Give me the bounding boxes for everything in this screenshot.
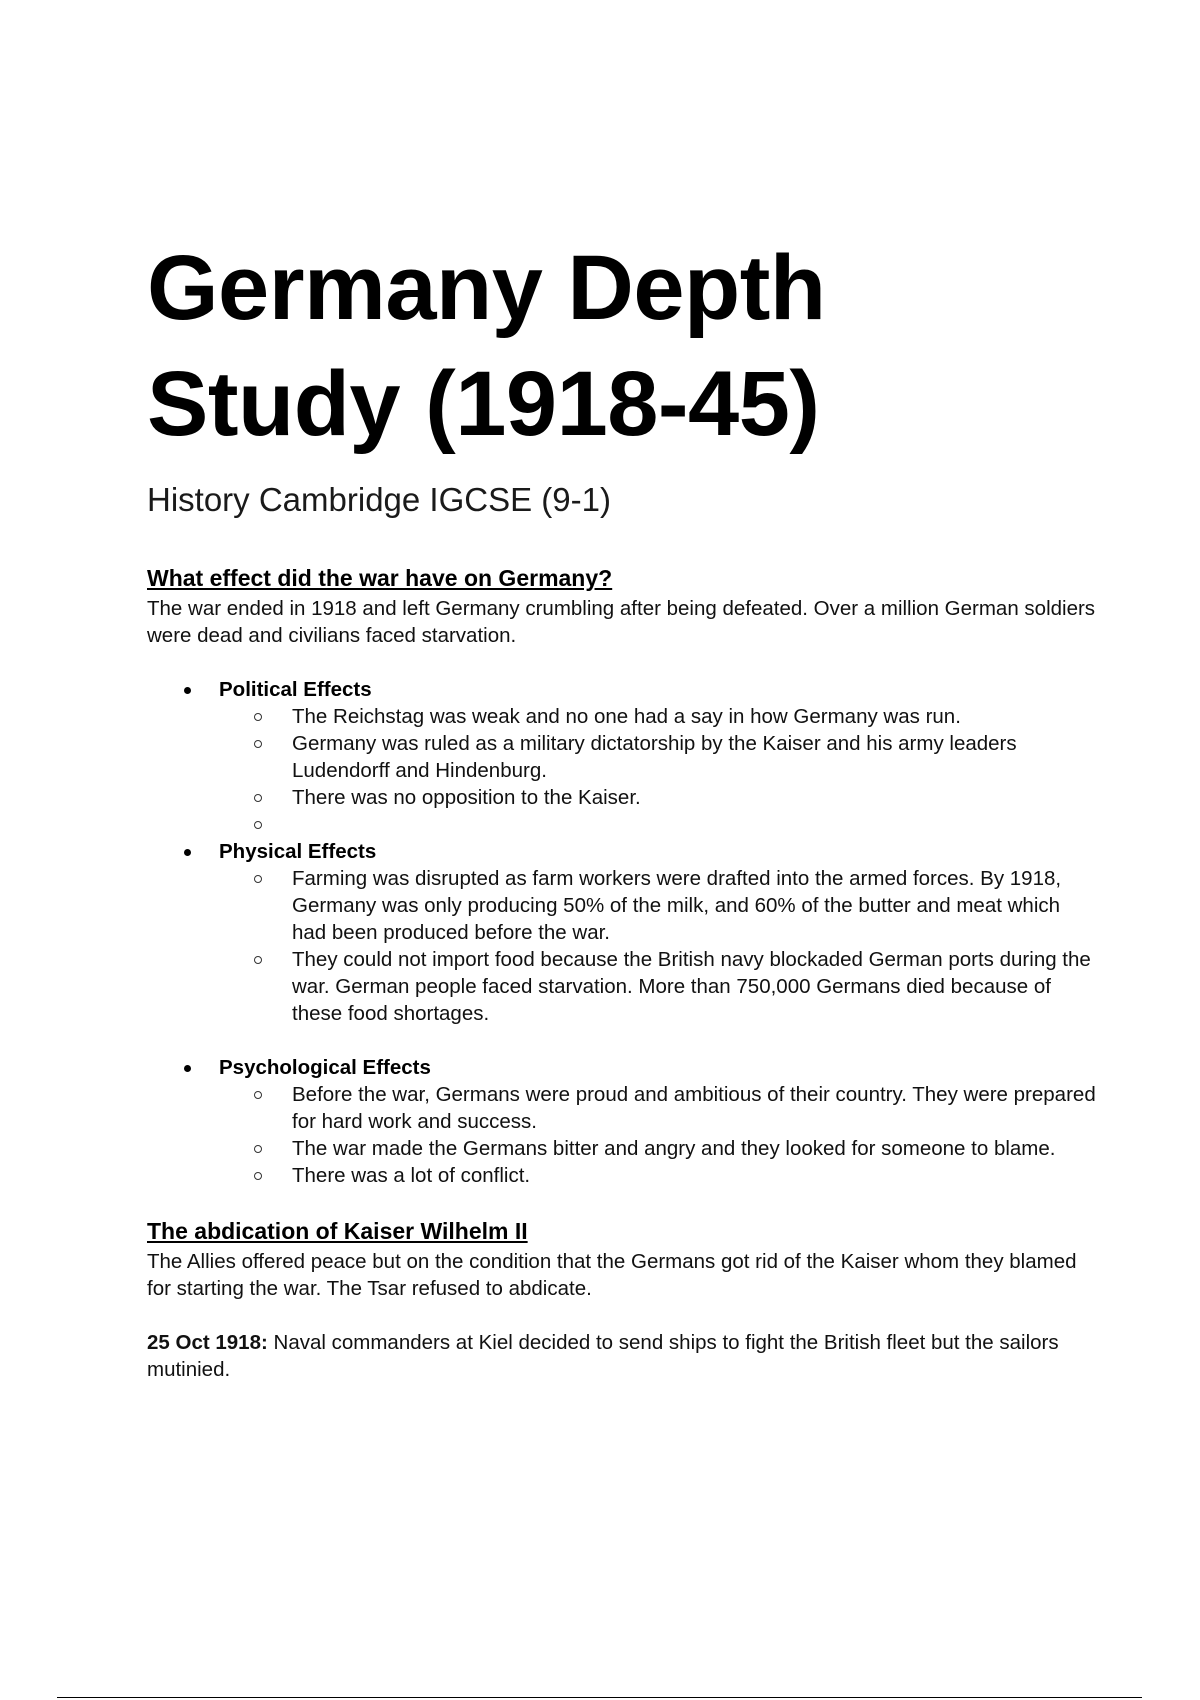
page-bottom-divider (57, 1697, 1142, 1698)
sub-list-item (219, 1135, 1097, 1162)
document-title (147, 230, 1097, 462)
section-intro-war-effects: The war ended in 1918 and left Germany crumbling after being defeated. Over a million German soldiers were dead and civilians faced starvation. (147, 597, 1096, 647)
sub-list (219, 1081, 1097, 1189)
sub-item-text: Before the war, Germans were proud and ambitious of their country. They were prepared for hard work and success. (292, 1083, 1096, 1133)
timeline-event (147, 1329, 1097, 1383)
sub-item-text: Germany was ruled as a military dictatorship by the Kaiser and his army leaders Ludendorff and Hindenburg. (292, 732, 1017, 782)
circle-bullet-icon (254, 1172, 262, 1180)
title-line-2: Study (1918-45) (147, 353, 820, 455)
sub-item-text: There was no opposition to the Kaiser. (292, 786, 641, 809)
sub-item-text: They could not import food because the British navy blockaded German ports during the war. German people faced starvation. More than 750,000 Germans died because of these food shortages. (292, 948, 1091, 1025)
effects-list (147, 676, 1097, 1189)
title-line-1: Germany Depth (147, 237, 826, 339)
bullet-label: Psychological Effects (219, 1056, 431, 1079)
circle-bullet-icon (254, 875, 262, 883)
sub-list-item (219, 730, 1097, 784)
event-date: 25 Oct 1918: (147, 1331, 268, 1354)
bullet-label: Political Effects (219, 678, 372, 701)
sub-item-text: The Reichstag was weak and no one had a say in how Germany was run. (292, 705, 961, 728)
section-heading-abdication: The abdication of Kaiser Wilhelm II (147, 1218, 528, 1244)
sub-list-item (219, 865, 1097, 946)
circle-bullet-icon (254, 740, 262, 748)
section-intro-abdication: The Allies offered peace but on the condition that the Germans got rid of the Kaiser whom they blamed for starting the war. The Tsar refused to abdicate. (147, 1250, 1077, 1300)
list-item-physical-effects (147, 838, 1097, 1027)
document-page (147, 230, 1097, 1383)
circle-bullet-icon (254, 821, 262, 829)
sub-item-text: There was a lot of conflict. (292, 1164, 531, 1187)
document-subtitle: History Cambridge IGCSE (9-1) (147, 481, 611, 518)
sub-list-item (219, 1162, 1097, 1189)
circle-bullet-icon (254, 1091, 262, 1099)
sub-list (219, 865, 1097, 1027)
bullet-label: Physical Effects (219, 840, 377, 863)
section-heading-war-effects: What effect did the war have on Germany? (147, 565, 613, 591)
bullet-icon (184, 849, 191, 856)
circle-bullet-icon (254, 713, 262, 721)
bullet-icon (184, 687, 191, 694)
sub-item-text: The war made the Germans bitter and angry and they looked for someone to blame. (292, 1137, 1056, 1160)
sub-list (219, 703, 1097, 838)
list-item-psychological-effects (147, 1054, 1097, 1189)
circle-bullet-icon (254, 1145, 262, 1153)
bullet-icon (184, 1065, 191, 1072)
sub-list-item (219, 784, 1097, 811)
sub-item-text: Farming was disrupted as farm workers were drafted into the armed forces. By 1918, Germany was only producing 50% of the milk, and 60% of the butter and meat which had been produced before the war. (292, 867, 1062, 944)
circle-bullet-icon (254, 794, 262, 802)
sub-list-item (219, 946, 1097, 1027)
list-item-political-effects (147, 676, 1097, 838)
circle-bullet-icon (254, 956, 262, 964)
sub-list-item-empty (219, 811, 1097, 838)
sub-list-item (219, 1081, 1097, 1135)
event-text: Naval commanders at Kiel decided to send ships to fight the British fleet but the sailors mutinied. (147, 1331, 1059, 1381)
sub-list-item (219, 703, 1097, 730)
